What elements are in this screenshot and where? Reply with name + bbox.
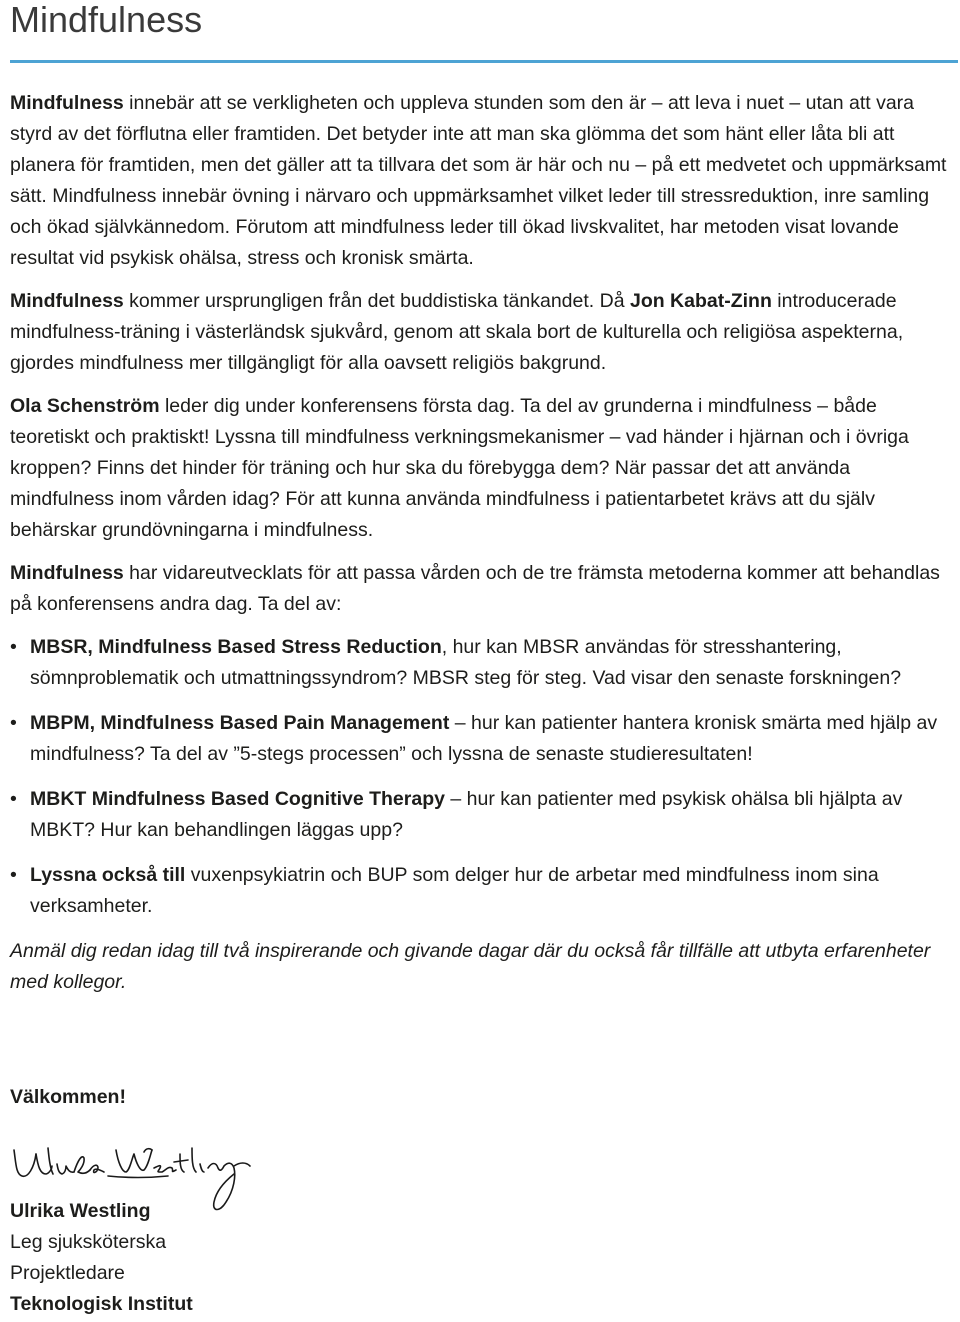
origin-paragraph [10,286,948,379]
origin-text-a: kommer ursprungligen från det buddistiska tänkandet. Då [123,290,630,312]
page-title: Mindfulness [10,0,203,40]
signer-organization: Teknologisk Institut [10,1293,193,1315]
list-item [10,860,948,922]
methods-paragraph [10,558,948,620]
list-item-text: , hur kan MBSR användas för stresshantering, sömnproblematik och utmattningssyndrom? MBSR steg för steg. Vad visar den senaste forskningen? [30,636,902,689]
intro-lead: Mindfulness [10,92,124,114]
methods-lead: Mindfulness [10,562,124,584]
list-item-text: – hur kan patienter hantera kronisk smärta med hjälp av mindfulness? Ta del av ”5-stegs processen” och lyssna de senaste studieresultaten! [30,712,938,765]
signer-block [10,1196,193,1320]
origin-name: Jon Kabat-Zinn [629,290,772,312]
list-item-lead: MBSR, Mindfulness Based Stress Reduction [30,636,442,658]
title-divider [10,60,958,63]
bullet-marker: • [10,788,17,810]
closing-invitation: Anmäl dig redan idag till två inspirerande och givande dagar där du också får tillfälle att utbyta erfarenheter med kollegor. [10,940,931,993]
article-body [10,88,948,1010]
list-item-lead: MBPM, Mindfulness Based Pain Management [30,712,450,734]
bullet-marker: • [10,712,17,734]
origin-lead: Mindfulness [10,290,124,312]
list-item-lead: Lyssna också till [30,864,186,886]
origin-text-b: introducerade mindfulness-träning i västerländsk sjukvård, genom att skala bort de kulturella och religiösa aspekterna, gjordes mindfulness mer tillgängligt för alla oavsett religiös bakgrund. [10,290,904,374]
list-item [10,632,948,694]
list-item-text: – hur kan patienter med psykisk ohälsa bli hjälpta av MBKT? Hur kan behandlingen läggas upp? [30,788,903,841]
bullet-marker: • [10,636,17,658]
list-item-text: vuxenpsykiatrin och BUP som delger hur de arbetar med mindfulness inom sina verksamheter. [30,864,879,917]
bullet-marker: • [10,864,17,886]
intro-paragraph [10,88,948,274]
welcome-text: Välkommen! [10,1086,126,1108]
list-item-lead: MBKT Mindfulness Based Cognitive Therapy [30,788,445,810]
signer-position: Projektledare [10,1262,125,1284]
list-item [10,708,948,770]
signer-role: Leg sjuksköterska [10,1231,167,1253]
speaker-paragraph [10,391,948,546]
methods-text: har vidareutvecklats för att passa vården och de tre främsta metoderna kommer att behandlas på konferensens andra dag. Ta del av: [10,562,940,615]
signer-name: Ulrika Westling [10,1200,151,1222]
list-item [10,784,948,846]
speaker-lead: Ola Schenström [10,395,160,417]
methods-list [10,632,948,922]
speaker-text: leder dig under konferensens första dag. Ta del av grunderna i mindfulness – både teoretiskt och praktiskt! Lyssna till mindfulness verkningsmekanismer – vad händer i hjärnan och i övriga kroppen? Finns det hinder för träning och hur ska du förebygga dem? När passar det att använda mindfulness inom vården idag? För att kunna använda mindfulness i patientarbetet krävs att du själv behärskar grundövningarna i mindfulness. [10,395,909,541]
intro-text: innebär att se verkligheten och uppleva stunden som den är – att leva i nuet – utan att vara styrd av det förflutna eller framtiden. Det betyder inte att man ska glömma det som hänt eller låta bli att planera för framtiden, men det gäller att ta tillvara det som är här och nu – på ett medvetet och uppmärksamt sätt. Mindfulness innebär övning i närvaro och uppmärksamhet vilket leder till stressreduktion, inre samling och ökad självkännedom. Förutom att mindfulness leder till ökad livskvalitet, har metoden visat lovande resultat vid psykisk ohälsa, stress och kronisk smärta. [10,92,947,269]
